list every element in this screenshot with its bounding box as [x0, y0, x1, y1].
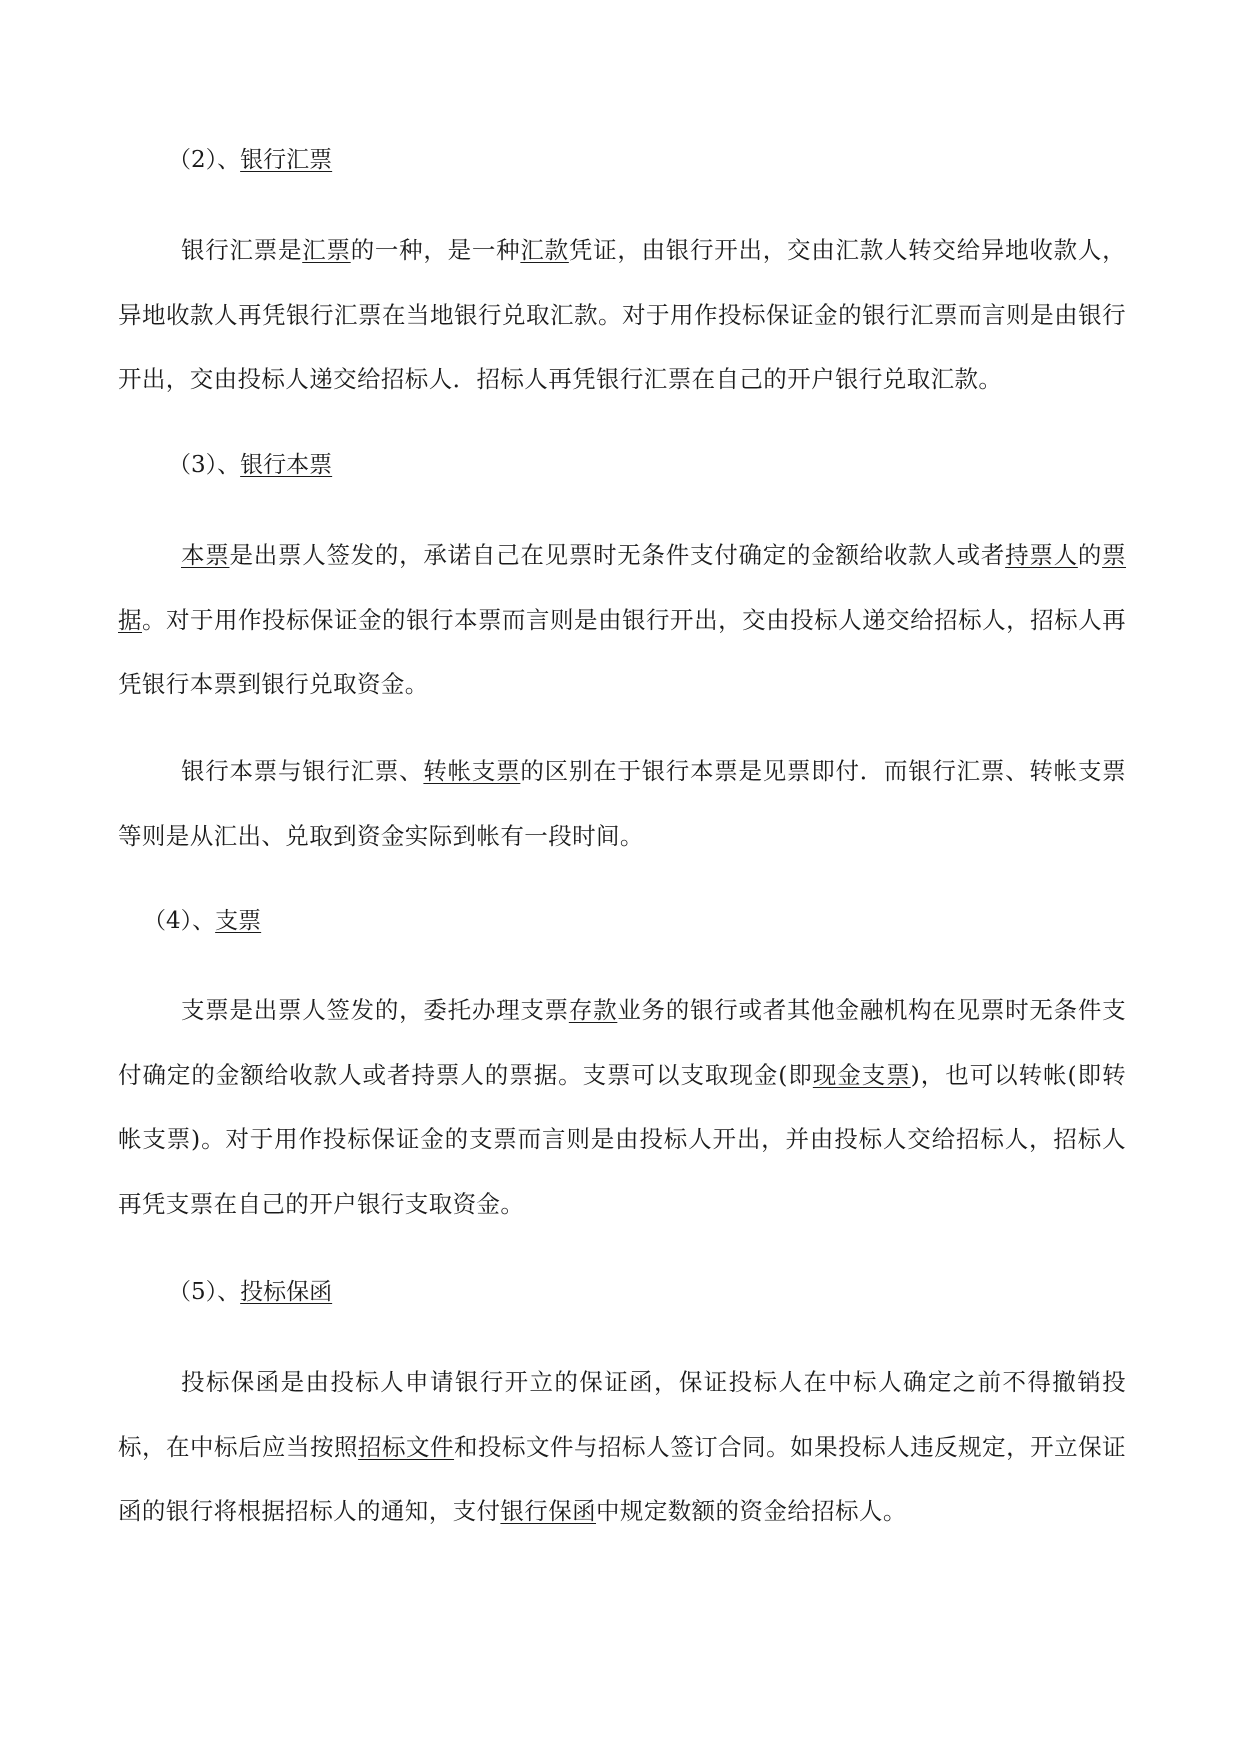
section-heading — [143, 906, 261, 936]
term-link: 本票 — [181, 541, 230, 569]
term-link: 招标文件 — [358, 1432, 455, 1461]
paragraph — [118, 1350, 1126, 1544]
paragraph — [118, 739, 1126, 868]
term-link: 持票人 — [1005, 541, 1078, 569]
text-run: 中规定数额的资金给招标人。 — [596, 1497, 907, 1525]
section-number: （4）、 — [143, 908, 216, 934]
text-run: 的 — [1077, 541, 1103, 569]
term-link: 票据 — [118, 541, 1126, 634]
section-title: 银行汇票 — [240, 147, 333, 173]
section-number: （5）、 — [168, 1279, 241, 1305]
term-link: 存款 — [568, 996, 618, 1024]
text-run: 是出票人签发的，承诺自己在见票时无条件支付确定的金额给收款人或者 — [229, 541, 1006, 569]
term-link: 汇票 — [302, 236, 351, 264]
text-run: 的区别在于银行本票是见票即付．而银行汇票、转帐支票等则是从汇出、兑取到资金实际到帐有一段时间。 — [118, 757, 1127, 850]
paragraph — [118, 523, 1126, 717]
text-run: 业务的银行或者其他金融机构在见票时无条件支付确定的金额给收款人或者持票人的票据。支票可以支取现金(即 — [118, 996, 1126, 1089]
term-link: 银行保函 — [500, 1497, 597, 1525]
text-run: )，也可以转帐(即转帐支票)。对于用作投标保证金的支票而言则是由投标人开出，并由投标人交给招标人，招标人再凭支票在自己的开户银行支取资金。 — [118, 1060, 1126, 1218]
section-heading — [168, 1277, 332, 1307]
term-link: 现金支票 — [812, 1060, 911, 1089]
section-number: （2）、 — [168, 147, 241, 173]
text-run: 银行汇票是 — [181, 236, 303, 264]
paragraph — [118, 218, 1126, 412]
text-run: 和投标文件与招标人签订合同。如果投标人违反规定，开立保证函的银行将根据招标人的通知，支付 — [118, 1432, 1127, 1525]
text-run: 银行本票与银行汇票、 — [181, 757, 424, 785]
section-title: 投标保函 — [240, 1279, 333, 1305]
section-number: （3）、 — [168, 452, 241, 478]
section-heading — [168, 145, 332, 175]
section-heading — [168, 450, 332, 480]
text-run: 。对于用作投标保证金的银行本票而言则是由银行开出，交由投标人递交给招标人，招标人再凭银行本票到银行兑取资金。 — [118, 605, 1126, 698]
text-run: 凭证，由银行开出，交由汇款人转交给异地收款人，异地收款人再凭银行汇票在当地银行兑取汇款。对于用作投标保证金的银行汇票而言则是由银行开出，交由投标人递交给招标人．招标人再凭银行汇票在自己的开户银行兑取汇款。 — [118, 236, 1126, 393]
term-link: 转帐支票 — [423, 757, 521, 785]
text-run: 投标保函是由投标人申请银行开立的保证函，保证投标人在中标人确定之前不得撤销投标，在中标后应当按照 — [118, 1368, 1126, 1461]
paragraph — [118, 978, 1126, 1236]
section-title: 支票 — [215, 908, 262, 934]
term-link: 汇款 — [520, 236, 569, 264]
text-run: 支票是出票人签发的，委托办理支票 — [181, 996, 569, 1024]
text-run: 的一种，是一种 — [350, 236, 521, 264]
section-title: 银行本票 — [240, 452, 333, 478]
